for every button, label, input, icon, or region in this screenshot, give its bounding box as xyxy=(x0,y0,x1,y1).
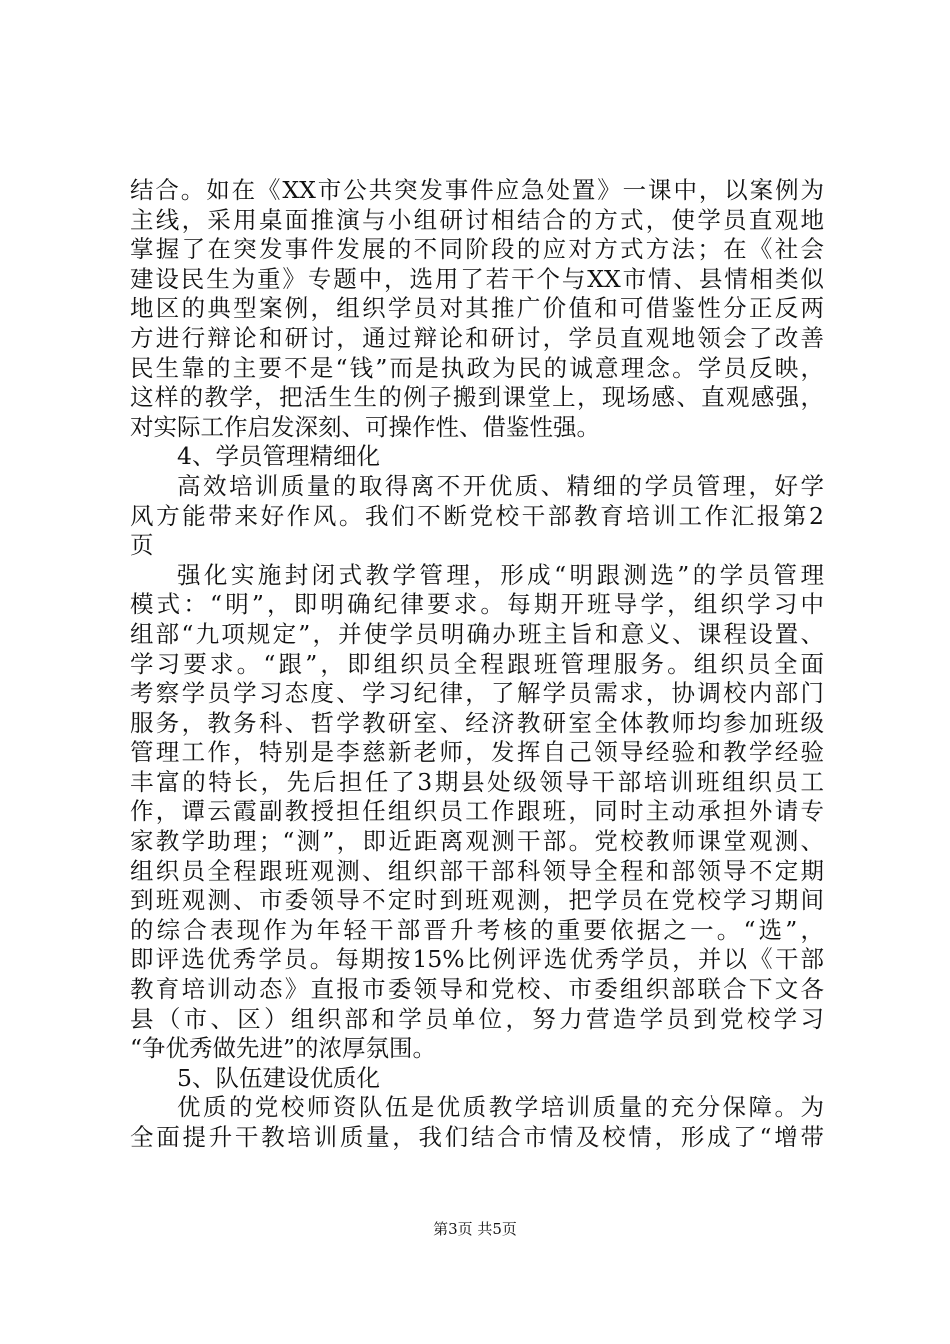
text-line: 建设民生为重》专题中，选用了若干个与XX市情、县情相类似 xyxy=(130,264,824,293)
text-line: 组织员全程跟班观测、组织部干部科领导全程和部领导不定期 xyxy=(130,856,824,885)
text-line: 对实际工作启发深刻、可操作性、借鉴性强。 xyxy=(130,412,600,441)
text-line: 强化实施封闭式教学管理，形成“明跟测选”的学员管理 xyxy=(177,560,824,589)
text-line: 4、学员管理精细化 xyxy=(177,442,380,471)
text-line: 即评选优秀学员。每期按15%比例评选优秀学员，并以《干部 xyxy=(130,945,824,974)
text-line: 组部“九项规定”，并使学员明确办班主旨和意义、课程设置、 xyxy=(130,619,824,648)
text-line: 方进行辩论和研讨，通过辩论和研讨，学员直观地领会了改善 xyxy=(130,323,824,352)
text-line: 作，谭云霞副教授担任组织员工作跟班，同时主动承担外请专 xyxy=(130,797,824,826)
text-line: 模式：“明”，即明确纪律要求。每期开班导学，组织学习中 xyxy=(130,590,824,619)
text-line: 县（市、区）组织部和学员单位，努力营造学员到党校学习 xyxy=(130,1004,824,1033)
text-line: 丰富的特长，先后担任了3期县处级领导干部培训班组织员工 xyxy=(130,767,824,796)
text-line: 管理工作，特别是李慈新老师，发挥自己领导经验和教学经验 xyxy=(130,738,824,767)
text-line: 高效培训质量的取得离不开优质、精细的学员管理，好学 xyxy=(177,471,824,500)
text-line: 全面提升干教培训质量，我们结合市情及校情，形成了“增带 xyxy=(130,1123,824,1151)
text-line: 考察学员学习态度、学习纪律，了解学员需求，协调校内部门 xyxy=(130,679,824,708)
text-line: 民生靠的主要不是“钱”而是执政为民的诚意理念。学员反映， xyxy=(130,353,824,382)
text-line: 这样的教学，把活生生的例子搬到课堂上，现场感、直观感强， xyxy=(130,383,824,412)
text-line: 学习要求。“跟”，即组织员全程跟班管理服务。组织员全面 xyxy=(130,649,824,678)
text-line: 优质的党校师资队伍是优质教学培训质量的充分保障。为 xyxy=(177,1093,824,1122)
text-line: 服务，教务科、哲学教研室、经济教研室全体教师均参加班级 xyxy=(130,708,824,737)
text-line: 家教学助理；“测”，即近距离观测干部。党校教师课堂观测、 xyxy=(130,827,824,856)
text-line: 主线，采用桌面推演与小组研讨相结合的方式，使学员直观地 xyxy=(130,205,824,234)
text-line: 的综合表现作为年轻干部晋升考核的重要依据之一。“选”， xyxy=(130,915,824,944)
text-line: 结合。如在《XX市公共突发事件应急处置》一课中，以案例为 xyxy=(130,176,824,204)
text-line: 掌握了在突发事件发展的不同阶段的应对方式方法；在《社会 xyxy=(130,235,824,264)
text-line: 到班观测、市委领导不定时到班观测，把学员在党校学习期间 xyxy=(130,886,824,915)
text-line: 5、队伍建设优质化 xyxy=(177,1063,380,1092)
text-line: 地区的典型案例，组织学员对其推广价值和可借鉴性分正反两 xyxy=(130,294,824,323)
document-body xyxy=(130,176,824,1153)
page-footer: 第3页 共5页 xyxy=(433,1220,517,1238)
text-line: 教育培训动态》直报市委领导和党校、市委组织部联合下文各 xyxy=(130,975,824,1004)
text-line: 风方能带来好作风。我们不断党校干部教育培训工作汇报第2 xyxy=(130,501,824,530)
text-line: “争优秀做先进”的浓厚氛围。 xyxy=(130,1034,437,1063)
text-line: 页 xyxy=(130,531,154,560)
